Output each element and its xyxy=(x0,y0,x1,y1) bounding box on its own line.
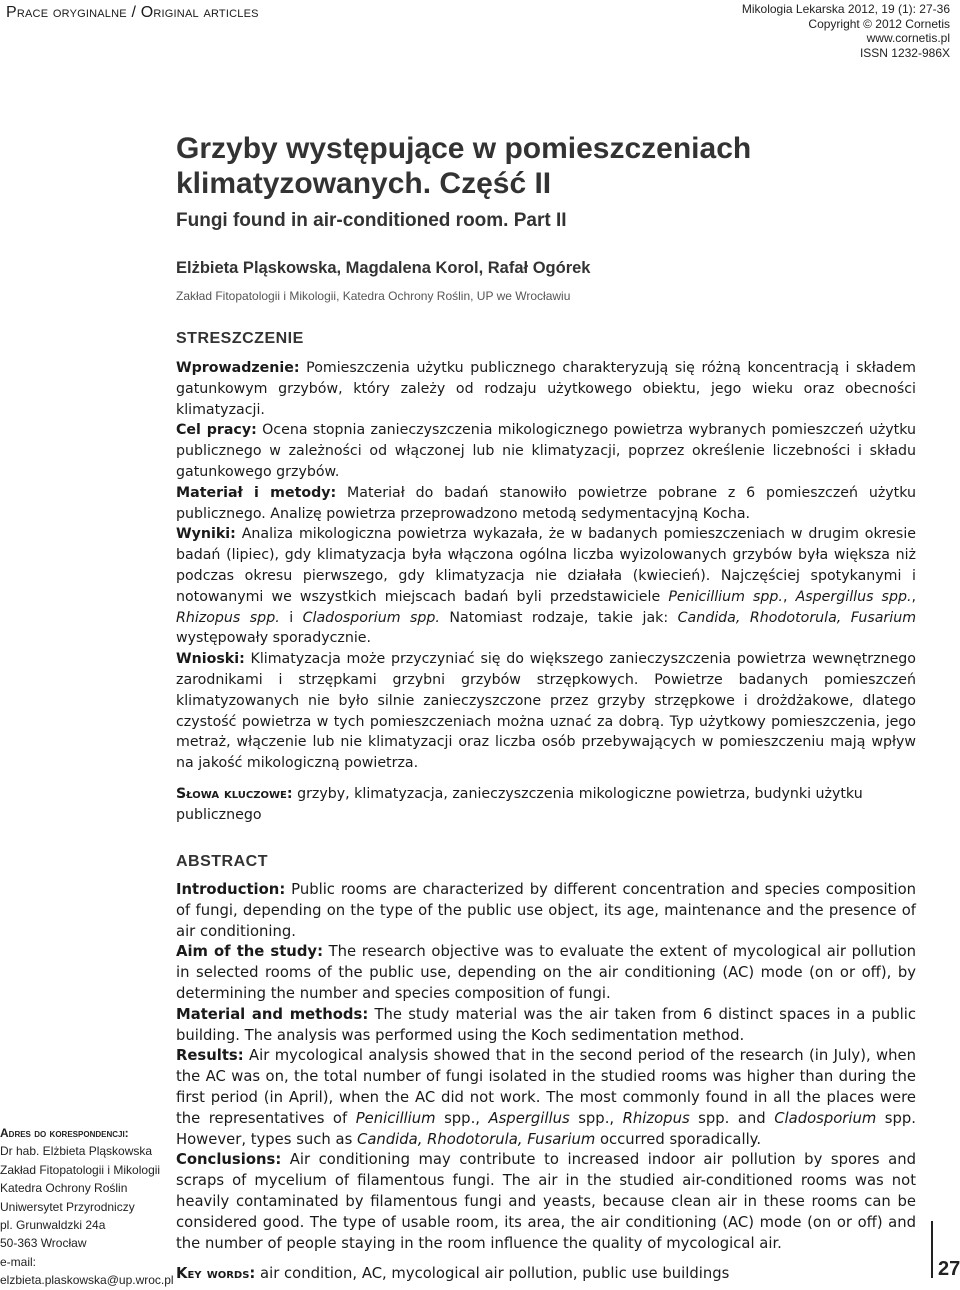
publisher-website: www.cornetis.pl xyxy=(866,31,950,45)
pl-methods-label: Materiał i metody: xyxy=(176,484,337,501)
en-conclusions-label: Conclusions: xyxy=(176,1151,282,1169)
affiliation: Zakład Fitopatologii i Mikologii, Katedra Ochrony Roślin, UP we Wrocławiu xyxy=(176,289,571,303)
genus-name: Cladosporium spp. xyxy=(302,609,440,626)
genus-name: Cladosporium xyxy=(774,1109,877,1127)
en-conclusions xyxy=(176,1150,916,1254)
correspondence-line: Dr hab. Elżbieta Pląskowska xyxy=(0,1144,153,1159)
copyright-line: Copyright © 2012 Cornetis xyxy=(808,16,950,31)
pl-aim xyxy=(176,420,916,482)
pl-aim-text: Ocena stopnia zanieczyszczenia mikologicznego powietrza wybranych pomieszczeń użytku publicznego w zależności od włączonej lub nie klimatyzacji, poprzez określenie liczebności i składu gatunkowego grzybów. xyxy=(176,422,916,480)
pl-conclusions-label: Wnioski: xyxy=(176,651,245,668)
en-keywords-text: air condition, AC, mycological air pollution, public use buildings xyxy=(255,1265,730,1282)
pl-introduction-text: Pomieszczenia użytku publicznego charakteryzują się różną koncentracją i składem gatunkowym grzybów, który zależy od rodzaju użytkowego obiektu, jego wieku oraz obecności klimatyzacji. xyxy=(176,360,916,418)
authors: Elżbieta Pląskowska, Magdalena Korol, Rafał Ogórek xyxy=(176,259,591,277)
correspondence-line: Uniwersytet Przyrodniczy xyxy=(0,1199,135,1214)
text-sep: spp. and xyxy=(689,1109,775,1127)
pl-conclusions-text: Klimatyzacja może przyczyniać się do większego zanieczyszczenia powietrza wewnętrznego zarodnikami i strzępkami grzybni grzybów strzępkowych. Powietrze badanych pomieszczeń klimatyzowanych nie było silnie zanieczyszczone przez grzyby strzępkowe i drożdżakowe, dlatego czystość powietrza w tych pomieszczeniach można uznać za dobrą. Typ użytkowy pomieszczenia, jego metraż, włączenie lub nie klimatyzacji oraz liczba osób przebywających w pomieszczeniu mają wpływ na jakość mikologiczną powietrza. xyxy=(176,651,916,772)
text-sep: , xyxy=(782,588,796,605)
genus-name: Penicillium spp. xyxy=(668,588,783,605)
pl-introduction xyxy=(176,358,916,420)
pl-results xyxy=(176,524,916,649)
issn: ISSN 1232-986X xyxy=(859,45,950,60)
journal-citation: Mikologia Lekarska 2012, 19 (1): 27-36 xyxy=(741,2,950,16)
correspondence-line: 50-363 Wrocław xyxy=(0,1236,87,1251)
abstract-heading: ABSTRACT xyxy=(176,853,268,870)
pl-results-text: Analiza mikologiczna powietrza wykazała, że w badanych pomieszczeniach w drugim okresie badań (lipiec), gdy klimatyzacja była włączona ogólna liczba wyizolowanych grzybów była większa niż podczas okresu pierwszego, gdy klimatyzacja nie działała (kwiecień). Najczęściej spotykanymi i notowanymi we wszystkich miejscach badań byli przedstawiciele xyxy=(176,526,916,605)
abstract-body xyxy=(176,880,916,1254)
pl-introduction-label: Wprowadzenie: xyxy=(176,360,300,376)
text-sep: spp., xyxy=(569,1109,623,1127)
pl-results-text: występowały sporadycznie. xyxy=(176,630,372,647)
en-introduction-text: Public rooms are characterized by different concentration and species composition of fungi, depending on the type of the public use object, its age, maintenance and the presence of air conditioning. xyxy=(176,881,916,940)
page-number-divider xyxy=(931,1221,933,1278)
pl-aim-label: Cel pracy: xyxy=(176,422,257,439)
streszczenie-body xyxy=(176,358,916,774)
genus-name: Rhizopus xyxy=(622,1109,690,1127)
pl-results-label: Wyniki: xyxy=(176,526,236,543)
pl-keywords-text: grzyby, klimatyzacja, zanieczyszczenia mikologiczne powietrza, budynki użytku publicznego xyxy=(176,786,863,823)
correspondence-line: pl. Grunwaldzki 24a xyxy=(0,1218,106,1233)
en-results-text: spp. However, types such as xyxy=(176,1109,916,1148)
pl-results-text: Natomiast rodzaje, takie jak: xyxy=(439,609,678,626)
genus-name: Penicillium xyxy=(355,1109,436,1127)
page-number: 27 xyxy=(938,1258,960,1280)
text-sep: spp., xyxy=(435,1109,489,1127)
pl-methods xyxy=(176,483,916,525)
en-methods-text: The study material was the air taken from 6 distinct spaces in a public building. The analysis was performed using the Koch sedimentation method. xyxy=(176,1005,917,1044)
en-results-text: occurred sporadically. xyxy=(595,1130,762,1148)
pl-keywords-label: Słowa kluczowe: xyxy=(176,786,293,802)
en-results-text: Air mycological analysis showed that in the second period of the research (in July), when the AC was on, the total number of fungi isolated in the studied rooms was higher than during the first period (in April), when the AC did not work. The most commonly found in all the places were the representatives of xyxy=(176,1047,916,1127)
en-introduction-label: Introduction: xyxy=(176,881,286,898)
correspondence-line: e-mail: xyxy=(0,1254,37,1269)
text-sep: i xyxy=(279,609,303,626)
en-results xyxy=(176,1046,916,1150)
en-methods-label: Material and methods: xyxy=(176,1005,369,1023)
genus-names: Candida, Rhodotorula, Fusarium xyxy=(677,609,917,626)
en-keywords-label: Key words: xyxy=(176,1265,256,1282)
correspondence-line: Katedra Ochrony Roślin xyxy=(0,1181,128,1196)
pl-keywords xyxy=(176,784,916,826)
en-keywords xyxy=(176,1264,916,1284)
journal-meta xyxy=(742,2,950,60)
en-introduction xyxy=(176,880,916,942)
correspondence-email[interactable]: elzbieta.plaskowska@up.wroc.pl xyxy=(0,1273,174,1288)
en-aim xyxy=(176,942,916,1004)
genus-name: Aspergillus xyxy=(488,1109,570,1127)
text-sep: , xyxy=(911,588,916,605)
en-methods xyxy=(176,1005,916,1047)
correspondence-line: Zakład Fitopatologii i Mikologii xyxy=(0,1162,161,1177)
en-conclusions-text: Air conditioning may contribute to increased indoor air pollution by spores and scraps of mycelium of filamentous fungi. The air in the studied air-conditioned rooms was not heavily contaminated by filamentous fungi and yeasts, because clean air in these rooms can be considered good. The type of usable room, its area, the air conditioning (AC) mode (on or off) and the number of people staying in the room influence the quality of mycological air. xyxy=(176,1151,916,1252)
genus-names: Candida, Rhodotorula, Fusarium xyxy=(357,1130,596,1148)
title-english: Fungi found in air-conditioned room. Part II xyxy=(176,210,567,231)
en-aim-label: Aim of the study: xyxy=(176,943,323,961)
en-aim-text: The research objective was to evaluate the extent of mycological air pollution in selected rooms of the public use, depending on the air conditioning (AC) mode (on or off), by determining the number and species composition of fungi. xyxy=(176,943,917,1002)
en-results-label: Results: xyxy=(176,1047,244,1065)
genus-name: Rhizopus spp. xyxy=(176,609,280,626)
pl-methods-text: Materiał do badań stanowiło powietrze pobrane z 6 pomieszczeń użytku publicznego. Analizę powietrza przeprowadzono metodą sedymentacyjną Kocha. xyxy=(176,484,916,522)
title-polish: Grzyby występujące w pomieszczeniach klimatyzowanych. Część II xyxy=(176,132,752,200)
genus-name: Aspergillus spp. xyxy=(795,588,912,605)
section-tag: Prace oryginalne / Original articles xyxy=(6,4,259,21)
correspondence-box xyxy=(0,1124,174,1290)
correspondence-label: Adres do korespondencji: xyxy=(0,1126,129,1140)
streszczenie-heading: STRESZCZENIE xyxy=(176,330,304,347)
pl-conclusions xyxy=(176,649,916,774)
